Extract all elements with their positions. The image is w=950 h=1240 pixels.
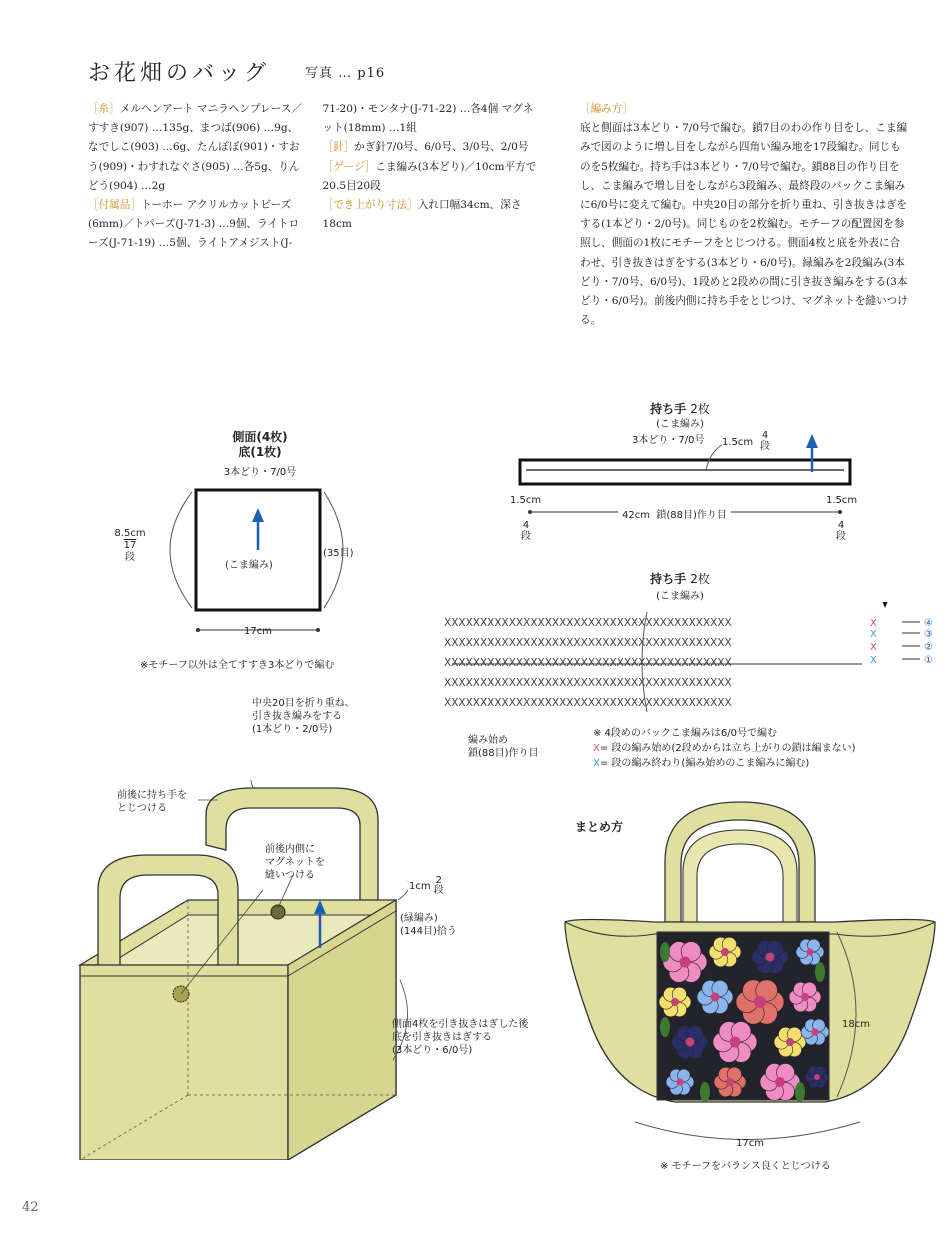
page-number: 42 (22, 1200, 39, 1215)
instructions-block (580, 100, 910, 330)
handle-length-dot-right (838, 510, 842, 514)
row-start-mark: X (870, 642, 877, 653)
panel-center-label: (こま編み) (225, 560, 273, 571)
edge-pointer (398, 880, 408, 900)
finished-width-curve (635, 1122, 860, 1140)
flower-motif (805, 1066, 829, 1088)
leaf-motif (660, 942, 670, 962)
yarn-text: メルヘンアート マニラヘンプレース／すすき(907) …135g、まつば(906) …9g、なでしこ(903) …6g、たんぽぽ(901)・すおう(909)・わすれなぐさ(905) …各5g、りんどう(904) …2g (88, 103, 302, 192)
hook-label: ［針］ (322, 141, 355, 154)
chart-sub: (こま編み) (656, 591, 704, 602)
instructions-label: ［編み方］ (580, 103, 633, 115)
panel-width-label: 17cm (244, 626, 272, 637)
edge-label: (緑編み) (144目)拾う (400, 913, 457, 937)
chart-title: 持ち手 2枚 (650, 572, 710, 586)
handle-length-dot-left (528, 510, 532, 514)
stitch-chart (432, 602, 947, 720)
flower-motif (666, 1069, 694, 1095)
photo-reference: 写真 … p16 (305, 66, 386, 81)
flower-motif (713, 1022, 757, 1063)
flower-center (711, 993, 720, 1002)
hook-info (323, 138, 544, 157)
flower-motif (663, 942, 707, 983)
flower-center (726, 1078, 734, 1086)
flower-motif (752, 940, 788, 973)
handle-outline (520, 460, 850, 484)
row-number: ④ (924, 618, 933, 629)
join-label: 側面4枚を引き抜きはぎした後 底を引き抜きはぎする (3本どり・6/0号) (392, 1019, 529, 1056)
handle-left-rows: 4 段 (521, 520, 531, 542)
flower-motif (659, 987, 691, 1017)
chart-start: 編み始め 鎖(88目)作り目 (468, 735, 539, 759)
handle-left-dim: 1.5cm (510, 495, 542, 506)
accessory-label: ［付属品］ (88, 199, 141, 212)
handle-spec: 3本どり・7/0号 (632, 435, 705, 446)
leaf-motif (660, 1017, 670, 1037)
yarn-label: ［糸］ (88, 103, 120, 115)
flower-center (754, 996, 766, 1008)
flower-motif (714, 1067, 746, 1097)
handle-length-label: 42cm 鎖(88目)作り目 (618, 506, 731, 521)
flower-center (730, 1037, 741, 1048)
panel-height-rows: 17 (123, 540, 137, 551)
hook-text: かぎ針7/0号、6/0号、3/0号、2/0号 (354, 141, 529, 154)
leaf-motif (815, 962, 825, 982)
edge-dim: 1cm 2 段 (409, 875, 444, 896)
handle-right-rows: 4 段 (836, 520, 846, 542)
row-start-mark: X (870, 618, 877, 629)
finished-bag-diagram (555, 792, 945, 1152)
row-start-mark: X (870, 629, 877, 640)
finished-width-label: 17cm (736, 1138, 764, 1149)
handle-title: 持ち手 2枚 (650, 402, 710, 416)
flower-center (775, 1077, 785, 1087)
size-info (323, 196, 544, 234)
handle-sub: (こま編み) (656, 419, 704, 430)
side-panel-spec: 3本どり・7/0号 (223, 467, 297, 478)
panel-arrow-head (252, 508, 264, 522)
flower-motif (801, 1019, 829, 1045)
handle-arrow-head (806, 434, 818, 448)
row-number: ① (924, 655, 933, 666)
panel-note: ※モチーフ以外は全てすすき3本どりで編む (140, 660, 335, 671)
flower-center (766, 953, 775, 962)
row-start-mark: X (870, 655, 877, 666)
handle-right-dim: 1.5cm (826, 495, 858, 506)
handle-dim-pointer (706, 445, 722, 470)
gauge-label: ［ゲージ］ (322, 160, 376, 173)
flower-center (680, 957, 691, 968)
handle-attach-label: 前後に持ち手を とじつける (117, 790, 187, 814)
accessory-text: トーホー アクリルカットビーズ(6mm)／トパーズ(J-71-3) …9個、ライトローズ(J-71-19) …5個、ライトアメジスト(J-71-20)・モンタナ(J-71-22) …各4個 マグネット(18mm) …1組 (88, 103, 534, 250)
panel-height-curve (170, 492, 192, 608)
gauge-text: こま編み(3本どり)／10cm平方で20.5目20段 (322, 160, 537, 192)
flower-motif (697, 980, 733, 1013)
page-title: お花畑のバッグ (88, 61, 271, 86)
fold-pointer (251, 780, 254, 788)
flower-center (814, 1074, 820, 1080)
fold-instruction: 中央20目を折り重ね、 引き抜き編みをする (1本どり・2/0号) (252, 698, 355, 735)
flower-center (721, 948, 729, 956)
flower-motif (760, 1063, 800, 1100)
finished-handle-front (683, 830, 797, 932)
chart-notes: ※ 4段めのバックこま編みは6/0号で編む X= 段の編み始め(2段めからは立ち上がりの鎖は編まない) X= 段の編み終わり(編み始めのこま編みに編む) (593, 728, 856, 769)
yarn-info (88, 100, 309, 196)
panel-height-label: 8.5cm 17 段 (105, 528, 155, 564)
materials-block (88, 100, 543, 270)
panel-width-dot-right (316, 628, 320, 632)
flower-motif (736, 980, 784, 1024)
flower-center (671, 998, 679, 1006)
stitch-row: XXXXXXXXXXXXXXXXXXXXXXXXXXXXXXXXXXXXXXXX (444, 637, 732, 649)
flower-motif (796, 939, 824, 965)
bag-assembly-diagram (78, 780, 408, 1160)
stitch-row: XXXXXXXXXXXXXXXXXXXXXXXXXXXXXXXXXXXXXXXX (444, 677, 732, 689)
handle-dim-top-rows: 4 段 (760, 430, 770, 452)
flower-center (801, 993, 809, 1001)
stitch-row: XXXXXXXXXXXXXXXXXXXXXXXXXXXXXXXXXXXXXXXX (444, 697, 732, 709)
finish-note: ※ モチーフをバランス良くとじつける (660, 1161, 831, 1172)
row-number: ③ (924, 629, 933, 640)
panel-stitch-count: (35目) (323, 548, 354, 559)
instructions-text: 底と側面は3本どり・7/0号で編む。鎖7目のわの作り目をし、こま編みで図のように増し目をしながら四角い編み地を17段編む。同じものを5枚編む。持ち手は3本どり・7/0号で編む。鎖88目の作り目をし、こま編みで増し目をしながら3段編み、最終段のバックこま編みに6/0号に変えて編む。中央20目の部分を折り重ね、引き抜きはぎをする(1本どり・2/0号)。同じものを2枚編む。モチーフの配置図を参照し、側面の1枚にモチーフをとじつける。側面4枚と底を外表に合わせ、引き抜きはぎをする(3本どり・6/0号)。緑編みを2段編み(3本どり・7/0号、6/0号)、1段めと2段めの間に引き抜き編みをする(3本どり・6/0号)。前後内側に持ち手をとじつけ、マグネットを縫いつける。 (580, 122, 908, 327)
flower-center (686, 1038, 695, 1047)
flower-motif (672, 1025, 708, 1058)
stitch-row: XXXXXXXXXXXXXXXXXXXXXXXXXXXXXXXXXXXXXXXX (444, 657, 732, 669)
handle-diagram (500, 430, 870, 560)
start-marker-icon (880, 602, 890, 608)
size-text: 入れ口幅34cm、深さ18cm (322, 199, 522, 231)
flower-center (807, 949, 814, 956)
leaf-motif (795, 1082, 805, 1102)
leaf-motif (700, 1082, 710, 1102)
size-label: ［でき上がり寸法］ (322, 199, 418, 212)
flower-center (812, 1029, 819, 1036)
row-number: ② (924, 642, 933, 653)
finished-height-label: 18cm (842, 1019, 870, 1030)
gauge-info (323, 158, 544, 196)
handle-dim-top: 1.5cm (722, 437, 754, 448)
finish-title: まとめ方 (575, 820, 624, 834)
magnet-label: 前後内側に マグネットを 縫いつける (265, 844, 325, 881)
flower-center (677, 1079, 684, 1086)
side-panel-title: 側面(4枚) 底(1枚) (232, 430, 288, 459)
flower-motif (709, 937, 741, 967)
flower-motif (789, 982, 821, 1012)
panel-width-dot-left (196, 628, 200, 632)
stitch-row: XXXXXXXXXXXXXXXXXXXXXXXXXXXXXXXXXXXXXXXX (444, 617, 732, 629)
flower-center (786, 1038, 794, 1046)
